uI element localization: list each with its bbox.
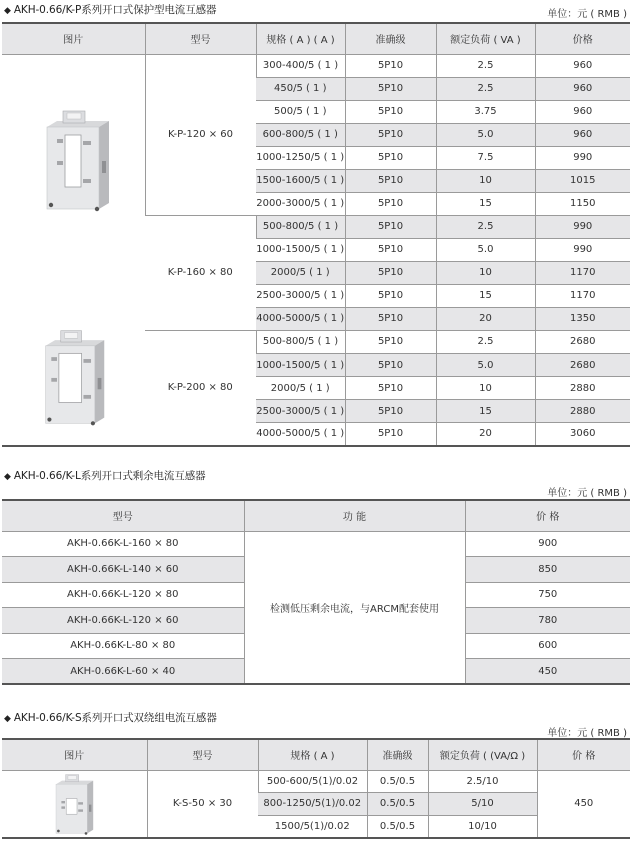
load-cell: 2.5 [436,54,535,77]
header-accuracy: 准确级 [367,739,428,770]
load-cell: 15 [436,192,535,215]
price-cell: 1015 [535,169,630,192]
load-cell: 10 [436,169,535,192]
model-cell: K-P-120 × 60 [145,54,256,215]
price-cell: 960 [535,54,630,77]
product-photo-cell [2,54,145,446]
table-header-row [2,500,630,531]
spec-cell: 2000/5 ( 1 ) [256,261,345,284]
product-photo-cell [2,770,147,838]
accuracy-cell: 5P10 [345,307,436,330]
spec-cell: 2500-3000/5 ( 1 ) [256,400,345,423]
accuracy-cell: 5P10 [345,284,436,307]
spec-cell: 4000-5000/5 ( 1 ) [256,423,345,446]
table-row [2,770,630,793]
accuracy-cell: 0.5/0.5 [367,815,428,838]
price-cell: 850 [465,557,630,583]
section-title-kl [4,468,206,483]
table-header-row [2,739,630,770]
price-cell: 2880 [535,377,630,400]
spec-cell: 500-800/5 ( 1 ) [256,215,345,238]
model-cell: AKH-0.66K-L-80 × 80 [2,633,244,659]
price-cell: 960 [535,123,630,146]
header-spec: 规格 ( A ) ( A ) [256,23,345,54]
price-cell: 2880 [535,400,630,423]
price-cell: 2680 [535,354,630,377]
load-cell: 3.75 [436,100,535,123]
ct-product-photo [27,101,127,219]
header-load: 额定负荷 ( VA ) [436,23,535,54]
ct-product-photo [2,771,147,837]
section-title-text: AKH-0.66/K-L系列开口式剩余电流互感器 [13,470,206,482]
accuracy-cell: 5P10 [345,77,436,100]
spec-cell: 1500-1600/5 ( 1 ) [256,169,345,192]
price-cell: 1170 [535,284,630,307]
model-cell: AKH-0.66K-L-120 × 60 [2,608,244,634]
load-cell: 2.5/10 [428,770,537,793]
load-cell: 15 [436,284,535,307]
accuracy-cell: 0.5/0.5 [367,770,428,793]
load-cell: 2.5 [436,77,535,100]
unit-label: 单位：元 ( RMB ) [547,728,627,739]
diamond-bullet-icon: ◆ [4,472,11,482]
section-title-kp [4,2,216,17]
section-title-text: AKH-0.66/K-P系列开口式保护型电流互感器 [13,4,217,16]
section-title-ks [4,710,217,725]
load-cell: 10/10 [428,815,537,838]
spec-cell: 500-800/5 ( 1 ) [256,330,345,353]
load-cell: 15 [436,400,535,423]
table-header-row [2,23,630,54]
accuracy-cell: 5P10 [345,261,436,284]
price-cell: 1150 [535,192,630,215]
function-cell: 检测低压剩余电流，与ARCM配套使用 [244,531,465,684]
model-cell: AKH-0.66K-L-140 × 60 [2,557,244,583]
unit-label: 单位：元 ( RMB ) [547,9,627,20]
header-picture: 图片 [2,23,145,54]
spec-cell: 1500/5(1)/0.02 [258,815,367,838]
load-cell: 20 [436,423,535,446]
header-model: 型号 [2,500,244,531]
price-cell: 960 [535,77,630,100]
header-price: 价 格 [465,500,630,531]
price-cell: 2680 [535,330,630,353]
load-cell: 10 [436,377,535,400]
price-cell: 990 [535,146,630,169]
ct-product-photo [24,325,124,429]
spec-cell: 4000-5000/5 ( 1 ) [256,307,345,330]
spec-cell: 2500-3000/5 ( 1 ) [256,284,345,307]
accuracy-cell: 5P10 [345,100,436,123]
spec-cell: 1000-1500/5 ( 1 ) [256,354,345,377]
price-cell: 1350 [535,307,630,330]
accuracy-cell: 5P10 [345,215,436,238]
price-cell: 750 [465,582,630,608]
kl-series-table [2,499,630,685]
load-cell: 5.0 [436,123,535,146]
section-title-text: AKH-0.66/K-S系列开口式双绕组电流互感器 [13,712,217,724]
model-cell: AKH-0.66K-L-60 × 40 [2,659,244,685]
load-cell: 5.0 [436,354,535,377]
accuracy-cell: 5P10 [345,123,436,146]
header-spec: 规格 ( A ) [258,739,367,770]
spec-cell: 500-600/5(1)/0.02 [258,770,367,793]
header-load: 额定负荷 ( (VA/Ω ) [428,739,537,770]
accuracy-cell: 5P10 [345,377,436,400]
load-cell: 7.5 [436,146,535,169]
accuracy-cell: 5P10 [345,400,436,423]
header-function: 功 能 [244,500,465,531]
spec-cell: 800-1250/5(1)/0.02 [258,793,367,816]
accuracy-cell: 5P10 [345,169,436,192]
diamond-bullet-icon: ◆ [4,714,11,724]
kp-series-table [2,22,630,447]
model-cell: AKH-0.66K-L-120 × 80 [2,582,244,608]
price-cell: 600 [465,633,630,659]
price-cell: 3060 [535,423,630,446]
accuracy-cell: 5P10 [345,330,436,353]
diamond-bullet-icon: ◆ [4,6,11,16]
accuracy-cell: 5P10 [345,146,436,169]
table-row [2,54,630,77]
load-cell: 2.5 [436,330,535,353]
price-cell: 900 [465,531,630,557]
price-cell: 960 [535,100,630,123]
spec-cell: 500/5 ( 1 ) [256,100,345,123]
load-cell: 10 [436,261,535,284]
spec-cell: 2000/5 ( 1 ) [256,377,345,400]
accuracy-cell: 0.5/0.5 [367,793,428,816]
model-cell: K-S-50 × 30 [147,770,258,838]
load-cell: 2.5 [436,215,535,238]
price-cell: 450 [537,770,630,838]
model-cell: AKH-0.66K-L-160 × 80 [2,531,244,557]
header-price: 价 格 [537,739,630,770]
spec-cell: 600-800/5 ( 1 ) [256,123,345,146]
header-model: 型号 [147,739,258,770]
header-price: 价格 [535,23,630,54]
spec-cell: 2000-3000/5 ( 1 ) [256,192,345,215]
spec-cell: 300-400/5 ( 1 ) [256,54,345,77]
table-row [2,531,630,557]
accuracy-cell: 5P10 [345,54,436,77]
header-model: 型号 [145,23,256,54]
header-accuracy: 准确级 [345,23,436,54]
price-cell: 1170 [535,261,630,284]
accuracy-cell: 5P10 [345,238,436,261]
model-cell: K-P-160 × 80 [145,215,256,330]
spec-cell: 1000-1500/5 ( 1 ) [256,238,345,261]
price-cell: 780 [465,608,630,634]
accuracy-cell: 5P10 [345,423,436,446]
header-picture: 图片 [2,739,147,770]
load-cell: 20 [436,307,535,330]
load-cell: 5/10 [428,793,537,816]
accuracy-cell: 5P10 [345,192,436,215]
spec-cell: 1000-1250/5 ( 1 ) [256,146,345,169]
accuracy-cell: 5P10 [345,354,436,377]
price-cell: 990 [535,215,630,238]
spec-cell: 450/5 ( 1 ) [256,77,345,100]
load-cell: 5.0 [436,238,535,261]
model-cell: K-P-200 × 80 [145,330,256,445]
unit-label: 单位：元 ( RMB ) [547,488,627,499]
price-cell: 450 [465,659,630,685]
price-cell: 990 [535,238,630,261]
ks-series-table [2,738,630,839]
